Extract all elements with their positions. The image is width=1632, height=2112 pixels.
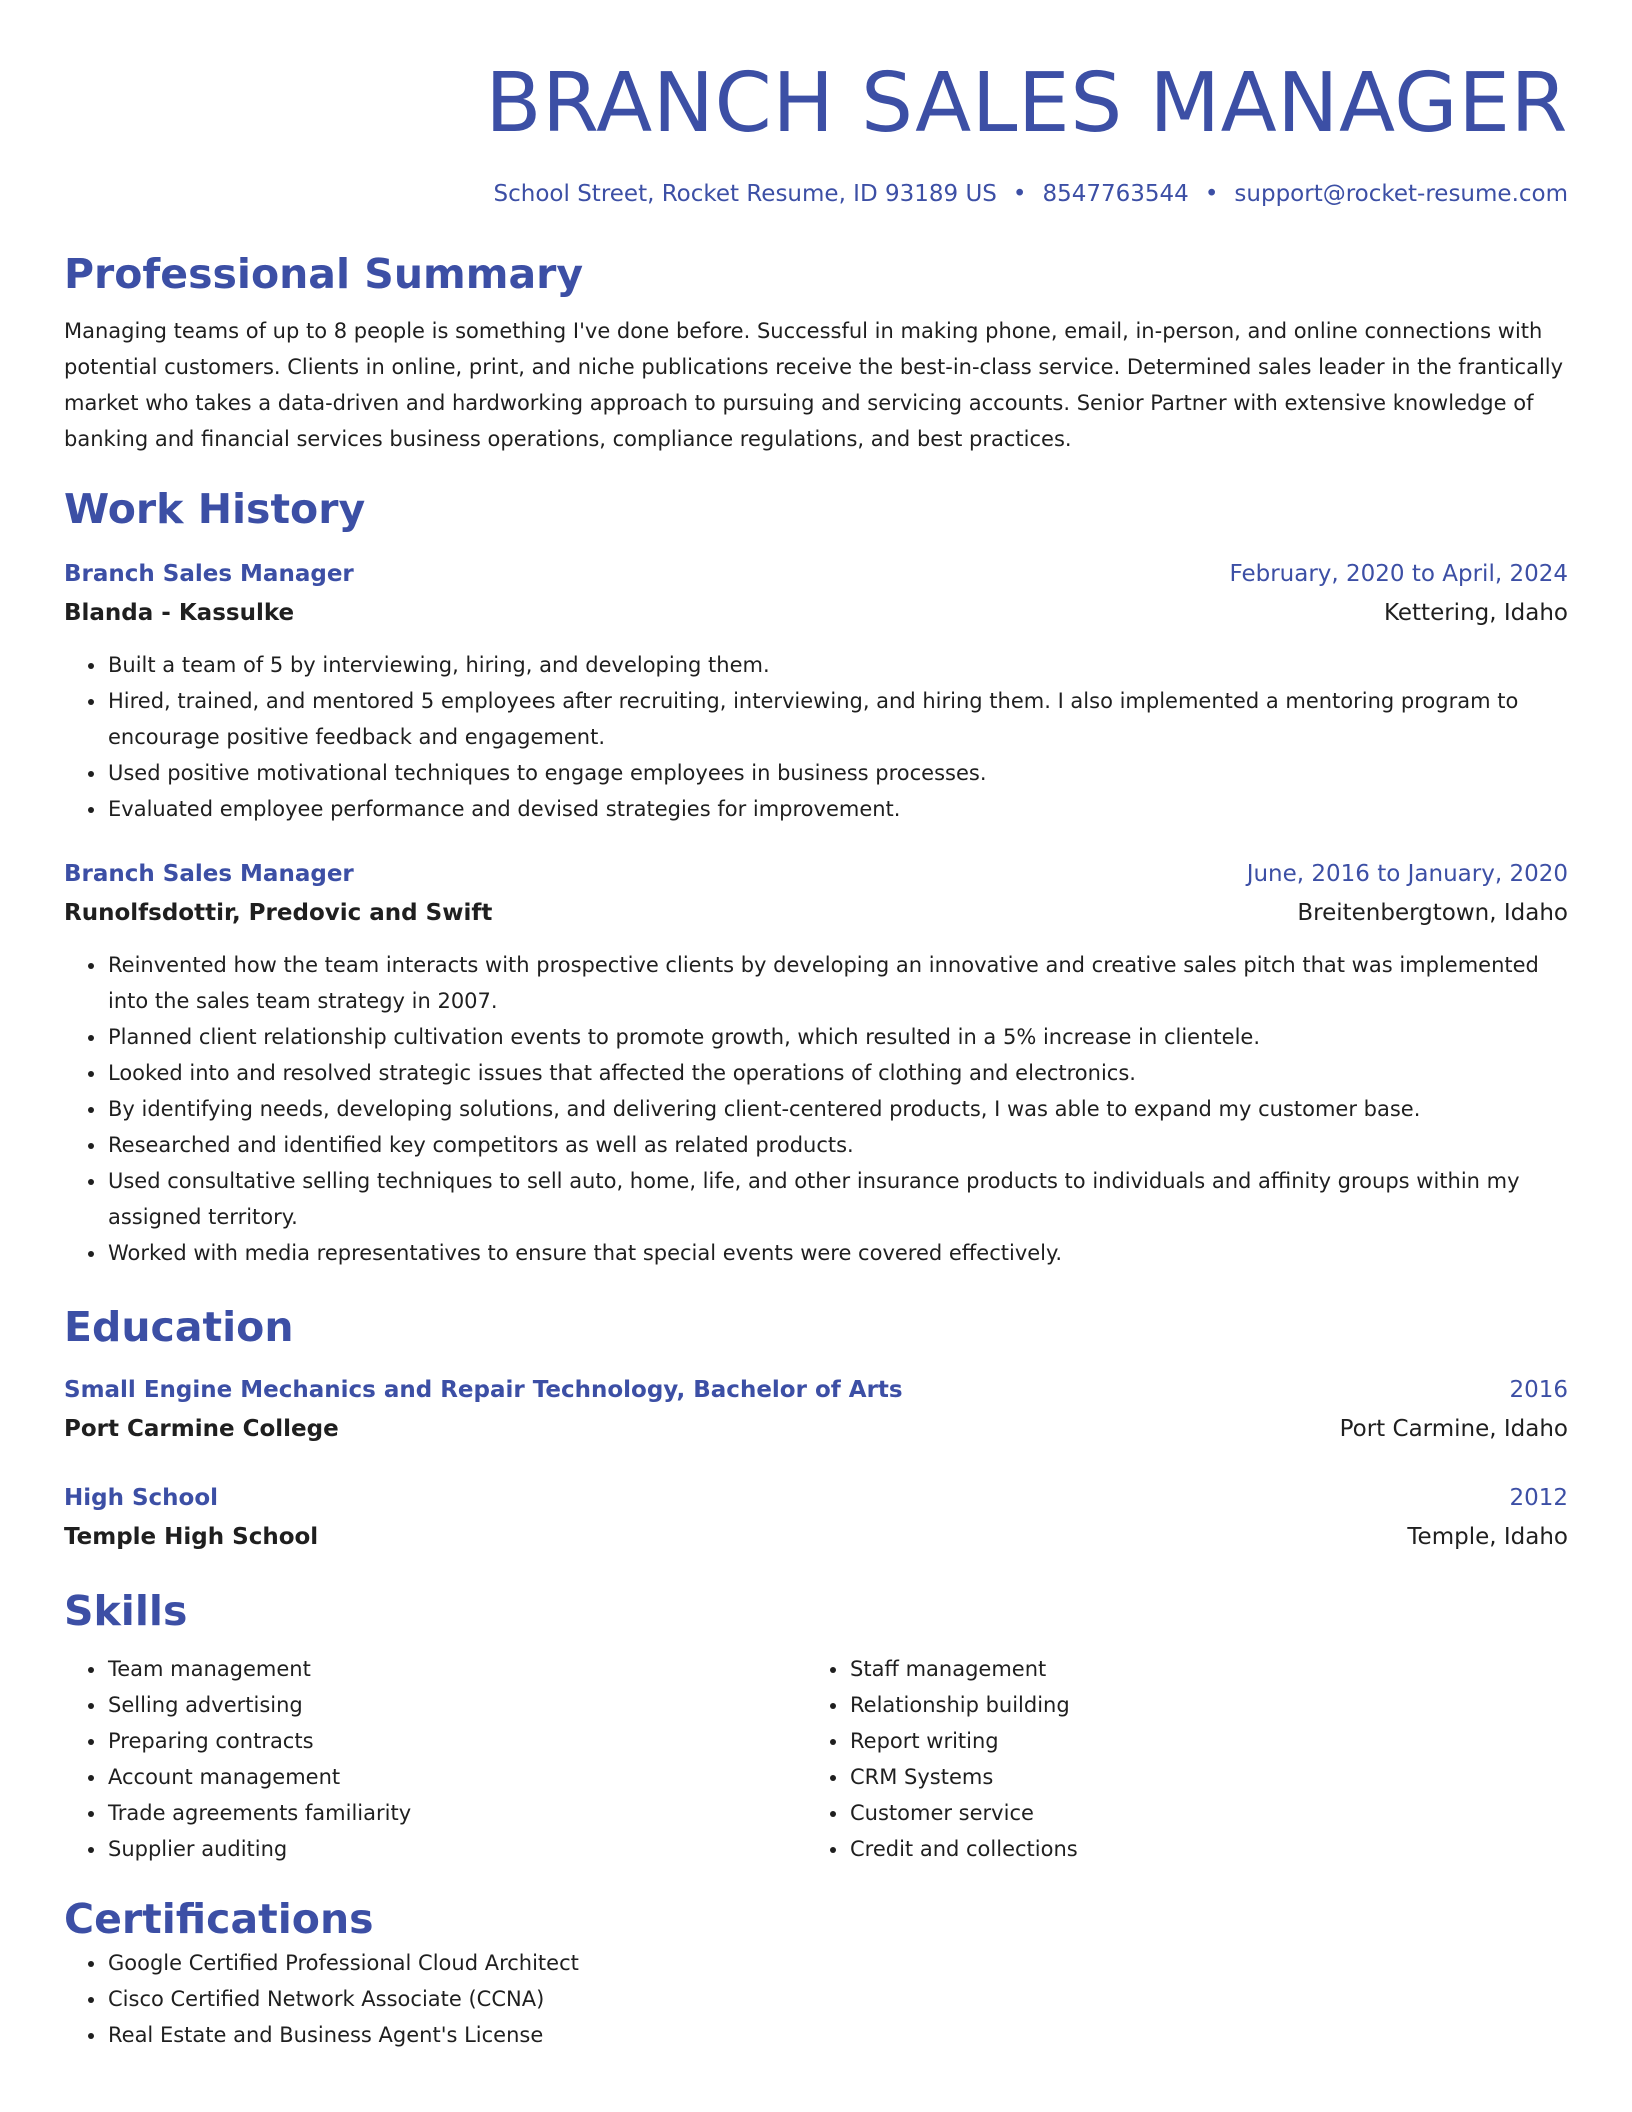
skill-item: • Preparing contracts (107, 1723, 806, 1759)
education-entry (64, 1479, 1568, 1557)
job-bullet: • By identifying needs, developing solutions, and delivering client-centered products, I was able to expand my customer base. (107, 1091, 1568, 1127)
certifications-list (64, 1945, 1568, 2053)
skill-item: • Trade agreements familiarity (107, 1795, 806, 1831)
job-bullet: • Hired, trained, and mentored 5 employees after recruiting, interviewing, and hiring them. I also implemented a mentoring program to encourage positive feedback and engagement. (107, 683, 1568, 755)
job-bullet: • Built a team of 5 by interviewing, hiring, and developing them. (107, 647, 1568, 683)
job-bullet: • Reinvented how the team interacts with prospective clients by developing an innovative and creative sales pitch that was implemented into the sales team strategy in 2007. (107, 947, 1568, 1019)
education-entry (64, 1371, 1568, 1449)
work-entry (64, 855, 1568, 1271)
job-bullet: • Planned client relationship cultivation events to promote growth, which resulted in a 5% increase in clientele. (107, 1019, 1568, 1055)
work-entry (64, 555, 1568, 827)
job-title: Branch Sales Manager (64, 861, 354, 887)
skill-item: • Account management (107, 1759, 806, 1795)
education-school: Port Carmine College (64, 1416, 339, 1442)
education-year: 2016 (1509, 1377, 1568, 1403)
contact-phone: 8547763544 (1042, 181, 1189, 207)
skill-item: • Selling advertising (107, 1687, 806, 1723)
job-location: Breitenbergtown, Idaho (1297, 900, 1568, 926)
work-entry-subheader (64, 893, 1568, 933)
certifications-heading: Certifications (64, 1895, 374, 1943)
resume-name: BRANCH SALES MANAGER (485, 56, 1568, 151)
work-entry-header (64, 855, 1568, 893)
job-bullet: • Evaluated employee performance and devised strategies for improvement. (107, 791, 1568, 827)
skill-item: • CRM Systems (849, 1759, 1548, 1795)
skill-item: • Relationship building (849, 1687, 1548, 1723)
contact-separator: • (1204, 181, 1219, 207)
skills-column-right (806, 1651, 1548, 1867)
education-heading: Education (64, 1303, 294, 1351)
job-bullet: • Used consultative selling techniques to sell auto, home, life, and other insurance products to individuals and affinity groups within my assigned territory. (107, 1163, 1568, 1235)
education-entry-subheader (64, 1409, 1568, 1449)
skill-item: • Supplier auditing (107, 1831, 806, 1867)
job-title: Branch Sales Manager (64, 561, 354, 587)
contact-separator: • (1012, 181, 1027, 207)
contact-address: School Street, Rocket Resume, ID 93189 US (493, 181, 997, 207)
job-bullet: • Looked into and resolved strategic issues that affected the operations of clothing and electronics. (107, 1055, 1568, 1091)
education-school: Temple High School (64, 1524, 319, 1550)
work-history-heading: Work History (64, 485, 366, 533)
job-bullets (64, 647, 1568, 827)
education-location: Port Carmine, Idaho (1339, 1416, 1568, 1442)
skill-item: • Report writing (849, 1723, 1548, 1759)
job-company: Runolfsdottir, Predovic and Swift (64, 900, 493, 926)
contact-line (64, 178, 1568, 210)
job-bullet: • Used positive motivational techniques to engage employees in business processes. (107, 755, 1568, 791)
job-location: Kettering, Idaho (1383, 600, 1568, 626)
job-bullet: • Worked with media representatives to ensure that special events were covered effectively. (107, 1235, 1568, 1271)
education-entry-subheader (64, 1517, 1568, 1557)
skills-heading: Skills (64, 1587, 188, 1635)
summary-heading: Professional Summary (64, 250, 584, 298)
skill-item: • Customer service (849, 1795, 1548, 1831)
job-dates: February, 2020 to April, 2024 (1229, 561, 1568, 587)
education-entry-header (64, 1371, 1568, 1409)
skills-columns (64, 1651, 1568, 1867)
job-bullets (64, 947, 1568, 1271)
job-company: Blanda - Kassulke (64, 600, 295, 626)
skill-item: • Credit and collections (849, 1831, 1548, 1867)
education-entry-header (64, 1479, 1568, 1517)
work-entry-subheader (64, 593, 1568, 633)
job-dates: June, 2016 to January, 2020 (1246, 861, 1568, 887)
certification-item: • Real Estate and Business Agent's License (107, 2017, 1568, 2053)
summary-text: Managing teams of up to 8 people is something I've done before. Successful in making phone, email, in-person, and online connections with potential customers. Clients in online, print, and niche publications receive the best-in-class service. Determined sales leader in the frantically market who takes a data-driven and hardworking approach to pursuing and servicing accounts. Senior Partner with extensive knowledge of banking and financial services business operations, compliance regulations, and best practices. (64, 319, 1564, 451)
education-degree: Small Engine Mechanics and Repair Technology, Bachelor of Arts (64, 1377, 903, 1403)
education-year: 2012 (1509, 1485, 1568, 1511)
skills-list (806, 1651, 1548, 1867)
education-degree: High School (64, 1485, 219, 1511)
resume-page (64, 0, 1568, 2053)
certification-item: • Cisco Certified Network Associate (CCNA) (107, 1981, 1568, 2017)
contact-email: support@rocket-resume.com (1234, 181, 1568, 207)
certification-item: • Google Certified Professional Cloud Architect (107, 1945, 1568, 1981)
skill-item: • Staff management (849, 1651, 1548, 1687)
education-location: Temple, Idaho (1407, 1524, 1568, 1550)
skills-list (64, 1651, 806, 1867)
work-entry-header (64, 555, 1568, 593)
skills-column-left (64, 1651, 806, 1867)
job-bullet: • Researched and identified key competitors as well as related products. (107, 1127, 1568, 1163)
skill-item: • Team management (107, 1651, 806, 1687)
